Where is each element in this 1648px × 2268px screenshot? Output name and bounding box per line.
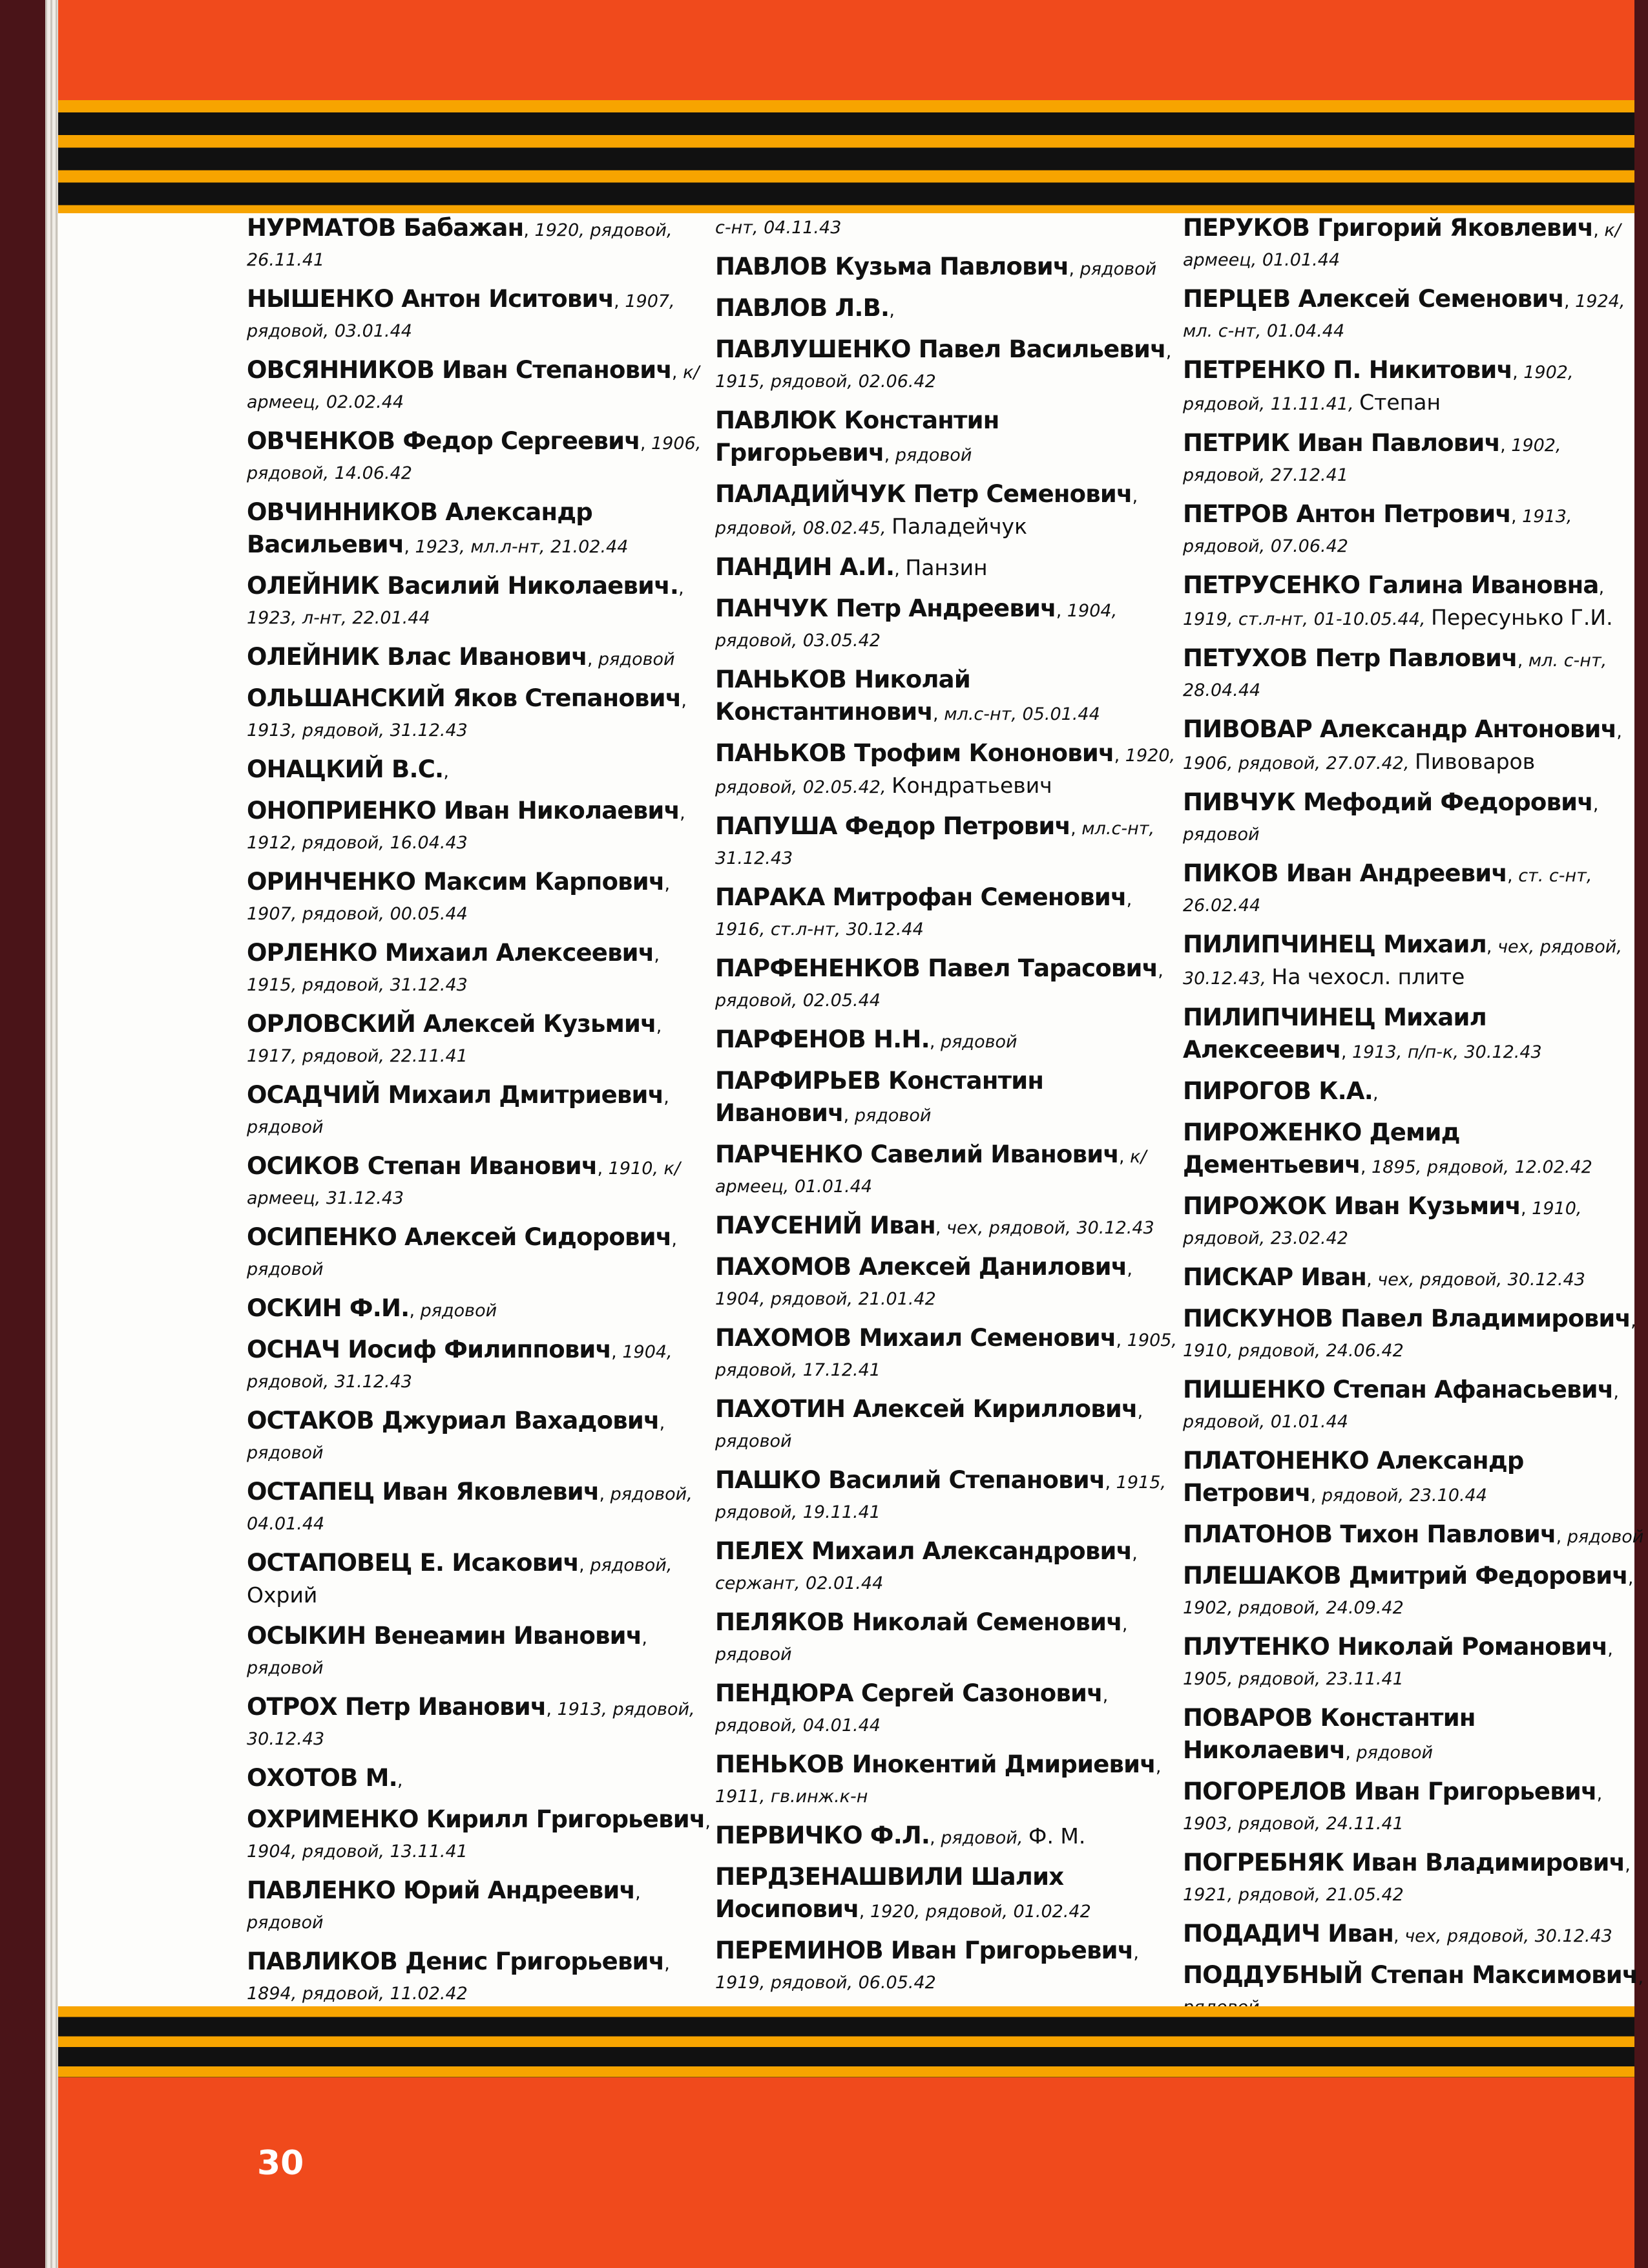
name-entry: ОХРИМЕНКО Кирилл Григорьевич, 1904, рядовой, 13.11.41 — [247, 1805, 711, 1862]
name-entry: ОСАДЧИЙ Михаил Дмитриевич, рядовой — [247, 1081, 669, 1137]
person-name: ПОГОРЕЛОВ Иван Григорьевич — [1183, 1778, 1597, 1805]
person-details: 1910, к/армеец, 31.12.43 — [247, 1159, 680, 1208]
name-entry: ПЕЛЕХ Михаил Александрович, сержант, 02.01.44 — [715, 1537, 1138, 1593]
name-entry: ПАВЛОВ Кузьма Павлович, рядовой — [715, 253, 1157, 280]
person-details: 1917, рядовой, 22.11.41 — [247, 1046, 468, 1066]
person-details: 1923, л-нт, 22.01.44 — [247, 608, 430, 628]
person-details: 1904, рядовой, 13.11.41 — [247, 1842, 468, 1862]
name-entry: ОСЫКИН Венеамин Иванович, рядовой — [247, 1622, 648, 1678]
person-details: чех, рядовой, 30.12.43 — [946, 1218, 1154, 1238]
name-entry: ПЕРВИЧКО Ф.Л., рядовой, Ф. М. — [715, 1822, 1086, 1849]
person-details: 1904, рядовой, 21.01.42 — [715, 1289, 936, 1309]
person-name: ПАРФЕНОВ Н.Н. — [715, 1025, 930, 1053]
name-entry: ОВЧЕНКОВ Федор Сергеевич, 1906, рядовой, 14.06.42 — [247, 427, 702, 483]
person-name: ОСТАПЕЦ Иван Яковлевич — [247, 1478, 600, 1506]
person-details: рядовой, — [590, 1555, 673, 1575]
name-entry: ОСИПЕНКО Алексей Сидорович, рядовой — [247, 1223, 677, 1279]
name-entry: ПЛАТОНЕНКО Александр Петрович, рядовой, 23.10.44 — [1183, 1447, 1524, 1507]
person-details: 1905, рядовой, 17.12.41 — [715, 1330, 1178, 1380]
name-entry: ПАПУША Федор Петрович, мл.с-нт, 31.12.43 — [715, 812, 1155, 868]
name-entry: ПЕТУХОВ Петр Павлович, мл. с-нт, 28.04.44 — [1183, 644, 1607, 700]
name-entry: ПАНЬКОВ Трофим Кононович, 1920, рядовой, 02.05.42, Кондратьевич — [715, 739, 1176, 798]
name-entry: ПАВЛОВ Л.В., — [715, 294, 895, 322]
person-details: рядовой, 08.02.45, — [715, 518, 886, 538]
name-entry: ПИВЧУК Мефодий Федорович, рядовой — [1183, 788, 1599, 845]
person-details: 1920, рядовой, 01.02.42 — [870, 1902, 1091, 1922]
name-entry: ПЛЕШАКОВ Дмитрий Федорович, 1902, рядовой, 24.09.42 — [1183, 1562, 1634, 1618]
person-name: ПИРОГОВ К.А. — [1183, 1077, 1373, 1105]
person-details: рядовой, 23.10.44 — [1321, 1486, 1487, 1506]
column-2 — [715, 213, 1180, 2048]
person-name: ПЕРУКОВ Григорий Яковлевич — [1183, 214, 1594, 242]
person-name: ПИЛИПЧИНЕЦ Михаил Алексеевич — [1183, 1003, 1486, 1064]
name-entry: ОВСЯННИКОВ Иван Степанович, к/армеец, 02.02.44 — [247, 356, 700, 412]
person-name: ПАНЧУК Петр Андреевич — [715, 594, 1056, 622]
person-details: 1904, рядовой, 03.05.42 — [715, 601, 1118, 651]
person-details: 1910, рядовой, 24.06.42 — [1183, 1341, 1404, 1361]
name-entry: ПЕРЕМИНОВ Иван Григорьевич, 1919, рядовой, 06.05.42 — [715, 1937, 1139, 1993]
person-details: чех, рядовой, 30.12.43 — [1377, 1270, 1585, 1290]
name-entry: ПЕНЬКОВ Инокентий Дмириевич, 1911, гв.инж.к-н — [715, 1750, 1162, 1807]
person-name: ПИВОВАР Александр Антонович — [1183, 715, 1617, 743]
person-name: ОХОТОВ М. — [247, 1764, 397, 1792]
person-details: рядовой — [895, 445, 972, 465]
name-entry: НУРМАТОВ Бабажан, 1920, рядовой, 26.11.41 — [247, 214, 673, 270]
name-entry: ПЕТРИК Иван Павлович, 1902, рядовой, 27.12.41 — [1183, 429, 1561, 485]
person-name: ОСКИН Ф.И. — [247, 1294, 410, 1322]
person-details: 1906, рядовой, 14.06.42 — [247, 434, 702, 483]
person-details: 1902, рядовой, 11.11.41, — [1183, 362, 1574, 414]
person-name: ОВСЯННИКОВ Иван Степанович — [247, 356, 672, 384]
person-details: к/армеец, 02.02.44 — [247, 362, 700, 412]
person-details: ст. с-нт, 26.02.44 — [1183, 866, 1592, 916]
person-details: рядовой — [247, 1259, 324, 1279]
name-entry: ПАВЛЮК Константин Григорьевич, рядовой — [715, 406, 999, 467]
person-note: Степан — [1359, 390, 1441, 415]
person-details: к/армеец, 01.01.44 — [715, 1147, 1147, 1197]
name-entry: ПАЛАДИЙЧУК Петр Семенович, рядовой, 08.02.45, Паладейчук — [715, 480, 1138, 539]
person-name: ОСАДЧИЙ Михаил Дмитриевич — [247, 1081, 664, 1109]
person-name: ПИШЕНКО Степан Афанасьевич — [1183, 1376, 1614, 1403]
person-name: ПОВАРОВ Константин Николаевич — [1183, 1704, 1476, 1764]
person-name: ПОДАДИЧ Иван — [1183, 1920, 1394, 1948]
name-entry: ПЕТРОВ Антон Петрович, 1913, рядовой, 07.06.42 — [1183, 500, 1572, 556]
person-name: ПИСКУНОВ Павел Владимирович — [1183, 1305, 1631, 1332]
person-name: ОЛЕЙНИК Влас Иванович — [247, 643, 587, 671]
person-details: рядовой — [715, 1431, 792, 1451]
name-entry: ПОВАРОВ Константин Николаевич, рядовой — [1183, 1704, 1476, 1764]
person-note: Паладейчук — [892, 514, 1028, 539]
person-name: ПЛЕШАКОВ Дмитрий Федорович — [1183, 1562, 1628, 1590]
person-details: 1913, п/п-к, 30.12.43 — [1351, 1042, 1542, 1062]
person-details: 1921, рядовой, 21.05.42 — [1183, 1885, 1404, 1905]
name-entry: ОТРОХ Петр Иванович, 1913, рядовой, 30.12.43 — [247, 1693, 695, 1749]
person-name: ОХРИМЕНКО Кирилл Григорьевич — [247, 1805, 705, 1833]
person-details: к/армеец, 01.01.44 — [1183, 220, 1621, 270]
person-note: Ф. М. — [1028, 1823, 1086, 1849]
person-name: ПАВЛЮК Константин Григорьевич — [715, 406, 999, 467]
person-name: ПАРФЕНЕНКОВ Павел Тарасович — [715, 954, 1158, 982]
name-entry: ОСТАПОВЕЦ Е. Исакович, рядовой, Охрий — [247, 1549, 673, 1608]
person-details: 1916, ст.л-нт, 30.12.44 — [715, 919, 924, 940]
person-details: 1902, рядовой, 27.12.41 — [1183, 436, 1561, 485]
person-details: 1923, мл.л-нт, 21.02.44 — [415, 537, 629, 557]
person-name: ОСНАЧ Иосиф Филиппович — [247, 1336, 612, 1363]
person-details: рядовой — [715, 1644, 792, 1664]
name-entry: ПИРОГОВ К.А., — [1183, 1077, 1379, 1105]
person-note: На чехосл. плите — [1271, 964, 1465, 989]
person-details: рядовой — [1356, 1743, 1434, 1763]
person-details: 1903, рядовой, 24.11.41 — [1183, 1814, 1404, 1834]
name-entry: ПОДДУБНЫЙ Степан Максимович, — [1183, 1960, 1648, 2022]
person-name: ОНОПРИЕНКО Иван Николаевич — [247, 797, 680, 824]
name-entry: ПОГРЕБНЯК Иван Владимирович, 1921, рядовой, 21.05.42 — [1183, 1849, 1631, 1905]
person-name: ПАХОМОВ Михаил Семенович — [715, 1324, 1116, 1352]
person-details: 1919, рядовой, 06.05.42 — [715, 1973, 936, 1993]
name-entry: ОРИНЧЕНКО Максим Карпович, 1907, рядовой, 00.05.44 — [247, 868, 671, 924]
name-entry: ПИВОВАР Александр Антонович, 1906, рядовой, 27.07.42, Пивоваров — [1183, 715, 1622, 774]
name-entry: ПАРАКА Митрофан Семенович, 1916, ст.л-нт, 30.12.44 — [715, 883, 1132, 940]
person-note: Панзин — [905, 555, 988, 580]
person-name: ОСТАПОВЕЦ Е. Исакович — [247, 1549, 579, 1577]
name-entry: ПЕЛЯКОВ Николай Семенович, рядовой — [715, 1608, 1128, 1664]
name-entry: ПЕНДЮРА Сергей Сазонович, рядовой, 04.01.44 — [715, 1679, 1109, 1736]
person-details: чех, рядовой, 30.12.43 — [1404, 1926, 1612, 1946]
person-details: с-нт, 04.11.43 — [715, 218, 842, 238]
name-entry: ПИСКУНОВ Павел Владимирович, 1910, рядовой, 24.06.42 — [1183, 1305, 1636, 1361]
person-details: 1915, рядовой, 02.06.42 — [715, 372, 936, 392]
name-entry: ПАУСЕНИЙ Иван, чех, рядовой, 30.12.43 — [715, 1212, 1154, 1239]
person-name: ПАНЬКОВ Николай Константинович — [715, 666, 970, 726]
person-details: 1907, рядовой, 00.05.44 — [247, 904, 468, 924]
person-details: рядовой, — [941, 1828, 1023, 1848]
person-note: Кондратьевич — [892, 773, 1052, 798]
person-details: рядовой — [1183, 824, 1260, 845]
person-name: ПОДДУБНЫЙ Степан Максимович — [1183, 1961, 1638, 1989]
person-name: ПАНДИН А.И. — [715, 553, 895, 581]
person-name: ПЛАТОНОВ Тихон Павлович — [1183, 1520, 1556, 1548]
name-entry: ПИРОЖОК Иван Кузьмич, 1910, рядовой, 23.02.42 — [1183, 1192, 1582, 1248]
name-entry: ПАВЛУШЕНКО Павел Васильевич, 1915, рядовой, 02.06.42 — [715, 335, 1172, 392]
person-name: ОСИПЕНКО Алексей Сидорович — [247, 1223, 672, 1251]
person-name: ПАВЛОВ Л.В. — [715, 294, 890, 322]
person-name: ПЕТРУСЕНКО Галина Ивановна — [1183, 571, 1599, 599]
name-entry: ПАРФИРЬЕВ Константин Иванович, рядовой — [715, 1067, 1044, 1127]
name-entry: ПЕТРУСЕНКО Галина Ивановна, 1919, ст.л-нт, 01-10.05.44, Пересунько Г.И. — [1183, 571, 1613, 630]
person-name: ПАУСЕНИЙ Иван — [715, 1212, 935, 1239]
name-entry: ОЛЕЙНИК Василий Николаевич., 1923, л-нт, 22.01.44 — [247, 572, 684, 628]
name-entry: ПАРЧЕНКО Савелий Иванович, к/армеец, 01.01.44 — [715, 1140, 1147, 1197]
page-number: 30 — [257, 2144, 304, 2183]
person-name: ПИВЧУК Мефодий Федорович — [1183, 788, 1593, 816]
person-details: 1904, рядовой, 31.12.43 — [247, 1342, 673, 1392]
name-entry: ПОГОРЕЛОВ Иван Григорьевич, 1903, рядовой, 24.11.41 — [1183, 1778, 1603, 1834]
person-details: сержант, 02.01.44 — [715, 1573, 884, 1593]
name-entry: ОВЧИННИКОВ Александр Васильевич, 1923, мл.л-нт, 21.02.44 — [247, 498, 629, 558]
person-name: ПАВЛОВ Кузьма Павлович — [715, 253, 1069, 280]
name-entry: ПОДАДИЧ Иван, чех, рядовой, 30.12.43 — [1183, 1920, 1612, 1948]
name-entry: ПИШЕНКО Степан Афанасьевич, рядовой, 01.01.44 — [1183, 1376, 1619, 1432]
name-entry: ОСТАПЕЦ Иван Яковлевич, рядовой, 04.01.44 — [247, 1478, 693, 1534]
name-entry: ОЛЕЙНИК Влас Иванович, рядовой — [247, 643, 675, 671]
person-details: рядовой, 04.01.44 — [715, 1716, 881, 1736]
person-name: ОСИКОВ Степан Иванович — [247, 1152, 598, 1180]
person-details: 1912, рядовой, 16.04.43 — [247, 833, 468, 853]
person-name: ПИСКАР Иван — [1183, 1263, 1367, 1291]
name-entry: ОСНАЧ Иосиф Филиппович, 1904, рядовой, 31.12.43 — [247, 1336, 673, 1392]
person-details: 1920, рядовой, 26.11.41 — [247, 220, 673, 270]
person-details: мл. с-нт, 28.04.44 — [1183, 651, 1607, 700]
name-entry: ОХОТОВ М., — [247, 1764, 403, 1792]
person-details: 1915, рядовой, 31.12.43 — [247, 975, 468, 995]
person-note: Пивоваров — [1415, 749, 1536, 774]
person-name: ПЕЛЕХ Михаил Александрович — [715, 1537, 1132, 1565]
name-entry: ПАРФЕНОВ Н.Н., рядовой — [715, 1025, 1017, 1053]
person-name: НЫШЕНКО Антон Иситович — [247, 285, 614, 313]
person-details: 1910, рядовой, 23.02.42 — [1183, 1199, 1582, 1248]
person-details: рядовой — [247, 1913, 324, 1933]
book-page — [58, 0, 1644, 2268]
person-name: ПЕЛЯКОВ Николай Семенович — [715, 1608, 1122, 1636]
person-name: ОРЛЕНКО Михаил Алексеевич — [247, 939, 654, 967]
column-3 — [1183, 213, 1648, 2032]
person-name: ПЕРДЗЕНАШВИЛИ Шалих Иосипович — [715, 1863, 1064, 1923]
person-name: ПИКОВ Иван Андреевич — [1183, 859, 1508, 887]
person-name: ПАВЛИКОВ Денис Григорьевич — [247, 1948, 665, 1975]
person-name: ОСЫКИН Венеамин Иванович — [247, 1622, 642, 1650]
person-details: рядовой — [941, 1032, 1017, 1052]
person-details: рядовой — [1080, 259, 1157, 279]
person-name: ОСТАКОВ Джуриал Вахадович — [247, 1407, 660, 1434]
person-name: ПАНЬКОВ Трофим Кононович — [715, 739, 1114, 767]
person-name: ПАВЛУШЕНКО Павел Васильевич — [715, 335, 1166, 363]
person-details: рядовой — [598, 649, 675, 669]
person-details: 1894, рядовой, 11.02.42 — [247, 1984, 468, 2004]
person-name: ПИРОЖЕНКО Демид Дементьевич — [1183, 1118, 1460, 1179]
person-note: Охрий — [247, 1582, 318, 1608]
name-entry: ПАХОМОВ Алексей Данилович, 1904, рядовой, 21.01.42 — [715, 1253, 1132, 1309]
person-details: мл.с-нт, 31.12.43 — [715, 819, 1155, 868]
person-name: ОЛЬШАНСКИЙ Яков Степанович — [247, 684, 682, 712]
name-entry: ПЕТРЕНКО П. Никитович, 1902, рядовой, 11.11.41, Степан — [1183, 356, 1574, 415]
person-name: ПЕНДЮРА Сергей Сазонович — [715, 1679, 1103, 1707]
name-entry: ОНАЦКИЙ В.С., — [247, 755, 449, 783]
person-note: Пересунько Г.И. — [1431, 605, 1613, 630]
name-entry: ПЛАТОНОВ Тихон Павлович, рядовой — [1183, 1520, 1644, 1548]
name-entry: ПЛУТЕНКО Николай Романович, 1905, рядовой, 23.11.41 — [1183, 1633, 1613, 1689]
person-name: НУРМАТОВ Бабажан — [247, 214, 524, 242]
name-entry: ПАХОМОВ Михаил Семенович, 1905, рядовой, 17.12.41 — [715, 1324, 1178, 1380]
name-entry: ПИЛИПЧИНЕЦ Михаил, чех, рядовой, 30.12.43, На чехосл. плите — [1183, 930, 1622, 989]
person-details: мл.с-нт, 05.01.44 — [944, 704, 1100, 724]
person-name: ПЕРЦЕВ Алексей Семенович — [1183, 285, 1564, 313]
name-entry: ОСИКОВ Степан Иванович, 1910, к/армеец, 31.12.43 — [247, 1152, 680, 1208]
person-name: ПЕРЕМИНОВ Иван Григорьевич — [715, 1937, 1134, 1964]
person-details: 1913, рядовой, 30.12.43 — [247, 1699, 695, 1749]
person-name: ПОГРЕБНЯК Иван Владимирович — [1183, 1849, 1625, 1876]
person-name: ПИРОЖОК Иван Кузьмич — [1183, 1192, 1521, 1220]
name-entry: ПАХОТИН Алексей Кириллович, рядовой — [715, 1395, 1143, 1451]
name-entry: ПАНЧУК Петр Андреевич, 1904, рядовой, 03.05.42 — [715, 594, 1118, 651]
person-details: 1920, рядовой, 02.05.42, — [715, 746, 1176, 797]
person-name: ПАРЧЕНКО Савелий Иванович — [715, 1140, 1119, 1168]
person-name: ПЕТУХОВ Петр Павлович — [1183, 644, 1518, 672]
name-entry: ПАРФЕНЕНКОВ Павел Тарасович, рядовой, 02.05.44 — [715, 954, 1163, 1011]
name-entry: ОСТАКОВ Джуриал Вахадович, рядовой — [247, 1407, 665, 1463]
person-details: чех, рядовой, 30.12.43, — [1183, 937, 1622, 989]
person-name: ПАХОТИН Алексей Кириллович — [715, 1395, 1138, 1423]
top-red-band — [58, 0, 1634, 100]
person-details: рядовой — [420, 1301, 497, 1321]
name-entry: ПАНДИН А.И., Панзин — [715, 553, 988, 581]
column-1 — [247, 213, 712, 2059]
person-details: 1913, рядовой, 31.12.43 — [247, 720, 468, 740]
person-details: 1907, рядовой, 03.01.44 — [247, 291, 675, 341]
name-entry: ПАНЬКОВ Николай Константинович, мл.с-нт, 05.01.44 — [715, 666, 1100, 726]
person-name: ПЕТРЕНКО П. Никитович — [1183, 356, 1513, 384]
name-entry: ОНОПРИЕНКО Иван Николаевич, 1912, рядовой, 16.04.43 — [247, 797, 685, 853]
person-name: ОНАЦКИЙ В.С. — [247, 755, 444, 783]
name-entry: ОСКИН Ф.И., рядовой — [247, 1294, 497, 1322]
person-name: ОВЧИННИКОВ Александр Васильевич — [247, 498, 592, 558]
person-name: ОЛЕЙНИК Василий Николаевич. — [247, 572, 679, 600]
name-entry: ПАВЛЕНКО Юрий Андреевич, рядовой — [247, 1876, 641, 1933]
name-entry: ОРЛЕНКО Михаил Алексеевич, 1915, рядовой, 31.12.43 — [247, 939, 660, 995]
person-details: рядовой — [854, 1106, 932, 1126]
person-name: ОТРОХ Петр Иванович — [247, 1693, 547, 1721]
name-entry: НЫШЕНКО Антон Иситович, 1907, рядовой, 03.01.44 — [247, 285, 675, 341]
name-entry: ПИКОВ Иван Андреевич, ст. с-нт, 26.02.44 — [1183, 859, 1592, 916]
name-entry: ПИСКАР Иван, чех, рядовой, 30.12.43 — [1183, 1263, 1585, 1291]
person-name: ПАВЛЕНКО Юрий Андреевич — [247, 1876, 636, 1904]
person-name: ПАЛАДИЙЧУК Петр Семенович — [715, 480, 1132, 508]
person-name: ПЕТРИК Иван Павлович — [1183, 429, 1501, 457]
person-details: 1919, ст.л-нт, 01-10.05.44, — [1183, 609, 1426, 629]
person-name: ПАРФИРЬЕВ Константин Иванович — [715, 1067, 1044, 1127]
person-name: ПАРАКА Митрофан Семенович — [715, 883, 1127, 911]
person-details: 1905, рядовой, 23.11.41 — [1183, 1669, 1404, 1689]
person-details: 1915, рядовой, 19.11.41 — [715, 1473, 1166, 1522]
person-name: ПЛУТЕНКО Николай Романович — [1183, 1633, 1608, 1661]
person-details: 1895, рядовой, 12.02.42 — [1372, 1157, 1592, 1177]
person-name: ПЛАТОНЕНКО Александр Петрович — [1183, 1447, 1524, 1507]
name-entry: ПИЛИПЧИНЕЦ Михаил Алексеевич, 1913, п/п-к, 30.12.43 — [1183, 1003, 1542, 1064]
name-entry: ПАВЛИКОВ Денис Григорьевич, 1894, рядовой, 11.02.42 — [247, 1948, 670, 2004]
person-name: ПЕТРОВ Антон Петрович — [1183, 500, 1511, 528]
name-entry: ПАШКО Василий Степанович, 1915, рядовой, 19.11.41 — [715, 1466, 1166, 1522]
person-name: ПАШКО Василий Степанович — [715, 1466, 1105, 1494]
person-details: рядовой, 01.01.44 — [1183, 1412, 1348, 1432]
name-entry: ОРЛОВСКИЙ Алексей Кузьмич, 1917, рядовой, 22.11.41 — [247, 1010, 662, 1066]
person-details: рядовой, 02.05.44 — [715, 991, 881, 1011]
person-name: ПАХОМОВ Алексей Данилович — [715, 1253, 1127, 1281]
person-details: рядовой, 04.01.44 — [247, 1484, 693, 1534]
person-name: ПЕРВИЧКО Ф.Л. — [715, 1822, 930, 1849]
person-details: 1906, рядовой, 27.07.42, — [1183, 753, 1410, 773]
person-name: ПАПУША Федор Петрович — [715, 812, 1071, 840]
person-details: рядовой — [247, 1443, 324, 1463]
person-name: ПИЛИПЧИНЕЦ Михаил — [1183, 930, 1486, 958]
person-details: рядовой — [247, 1117, 324, 1137]
person-details: 1924, мл. с-нт, 01.04.44 — [1183, 291, 1625, 341]
top-st-george-ribbon — [58, 100, 1634, 213]
name-entry — [715, 213, 1180, 243]
person-details: рядовой — [247, 1658, 324, 1678]
person-details: рядовой — [1567, 1527, 1644, 1547]
name-entry: ОЛЬШАНСКИЙ Яков Степанович, 1913, рядовой, 31.12.43 — [247, 684, 687, 740]
person-name: ПЕНЬКОВ Инокентий Дмириевич — [715, 1750, 1156, 1778]
name-entry: ПЕРЦЕВ Алексей Семенович, 1924, мл. с-нт, 01.04.44 — [1183, 285, 1625, 341]
person-name: ОРИНЧЕНКО Максим Карпович — [247, 868, 665, 896]
name-entry: ПЕРУКОВ Григорий Яковлевич, к/армеец, 01.01.44 — [1183, 214, 1621, 270]
name-entry: ПЕРДЗЕНАШВИЛИ Шалих Иосипович, 1920, рядовой, 01.02.42 — [715, 1863, 1091, 1923]
name-entry: ПИРОЖЕНКО Демид Дементьевич, 1895, рядовой, 12.02.42 — [1183, 1118, 1592, 1179]
person-name: ОРЛОВСКИЙ Алексей Кузьмич — [247, 1010, 656, 1038]
person-details: 1911, гв.инж.к-н — [715, 1787, 868, 1807]
person-details: 1913, рядовой, 07.06.42 — [1183, 507, 1572, 556]
person-name: ОВЧЕНКОВ Федор Сергеевич — [247, 427, 640, 455]
person-details: 1902, рядовой, 24.09.42 — [1183, 1598, 1404, 1618]
